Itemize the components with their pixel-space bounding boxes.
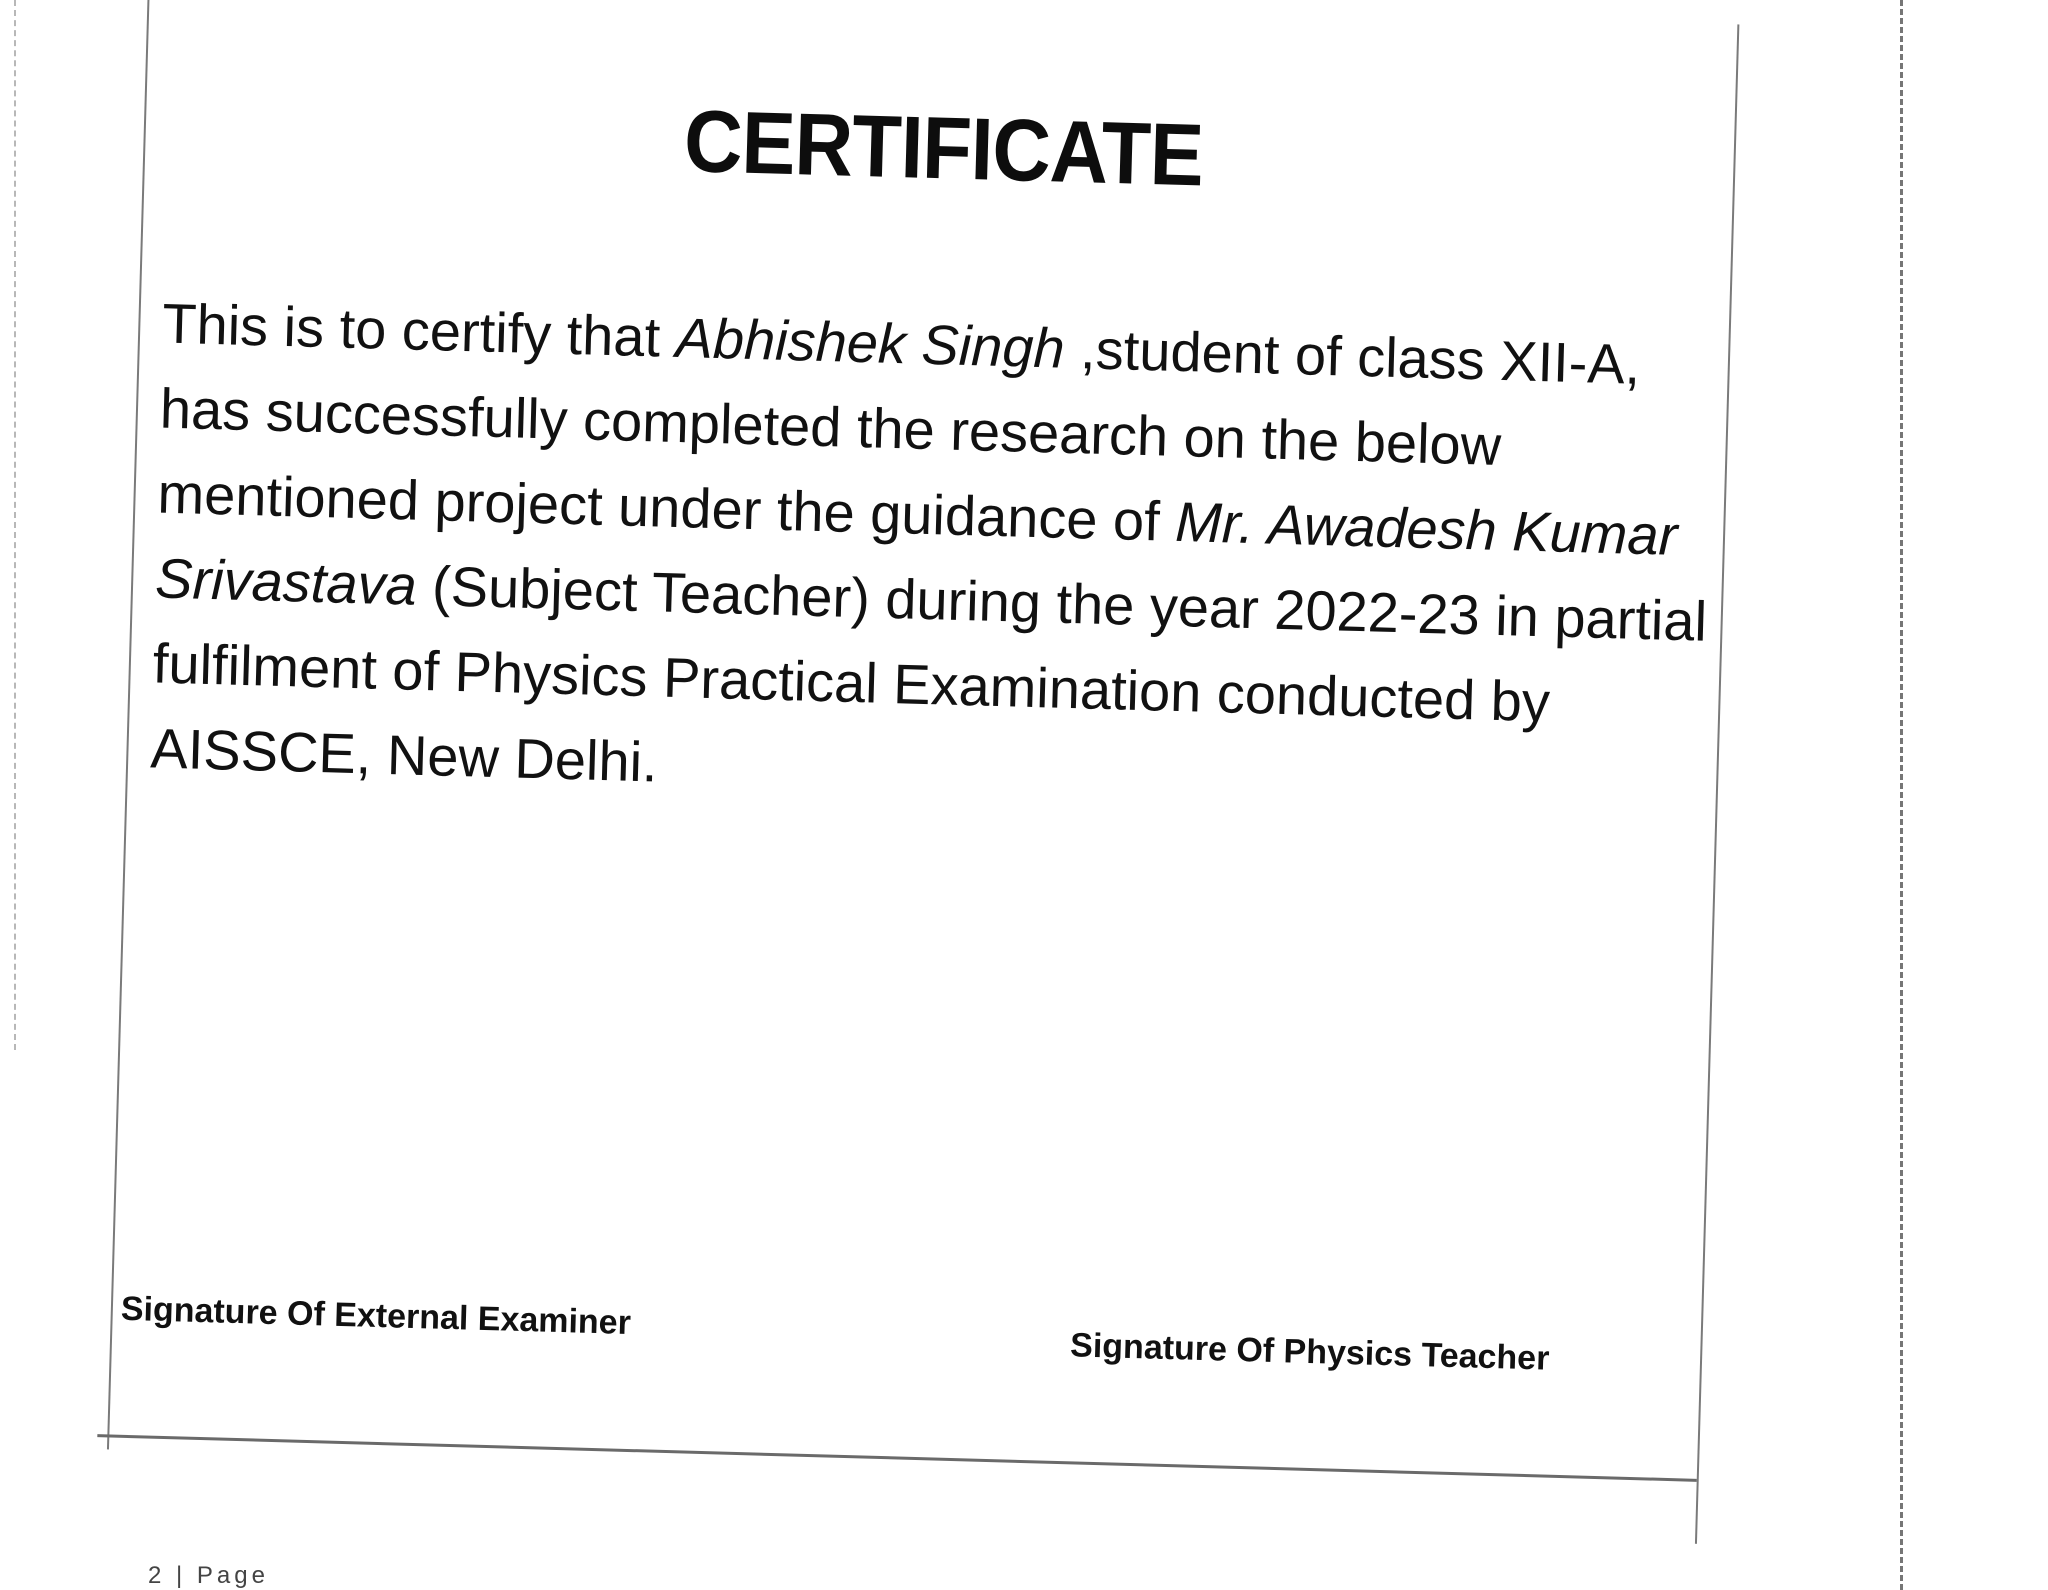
certificate-body: [149, 281, 1723, 834]
body-part-2: ,student of class XII-A, has successfully completed the research on the below mentioned project under the guidance of: [156, 316, 1642, 553]
frame-left-border: [107, 0, 150, 1449]
teacher-name: Mr. Awadesh Kumar Srivastava: [154, 489, 1679, 617]
certificate-title: CERTIFICATE: [682, 91, 1205, 205]
body-intro: This is to certify that: [161, 291, 677, 369]
signature-physics-teacher: Signature Of Physics Teacher: [1069, 1326, 1550, 1378]
scan-edge-left: [14, 0, 16, 1050]
frame-bottom-border: [97, 1434, 1696, 1482]
body-part-3: (Subject Teacher) during the year 2022-23 in partial fulfilment of Physics Practical Examination conducted by AISSCE, New Delhi.: [149, 553, 1708, 794]
student-name: Abhishek Singh: [674, 305, 1066, 380]
page-number: 2 | Page: [148, 1562, 269, 1589]
scan-edge-right: [1900, 0, 1903, 1590]
certificate-page: [106, 0, 1748, 1534]
signature-external-examiner: Signature Of External Examiner: [120, 1289, 632, 1342]
